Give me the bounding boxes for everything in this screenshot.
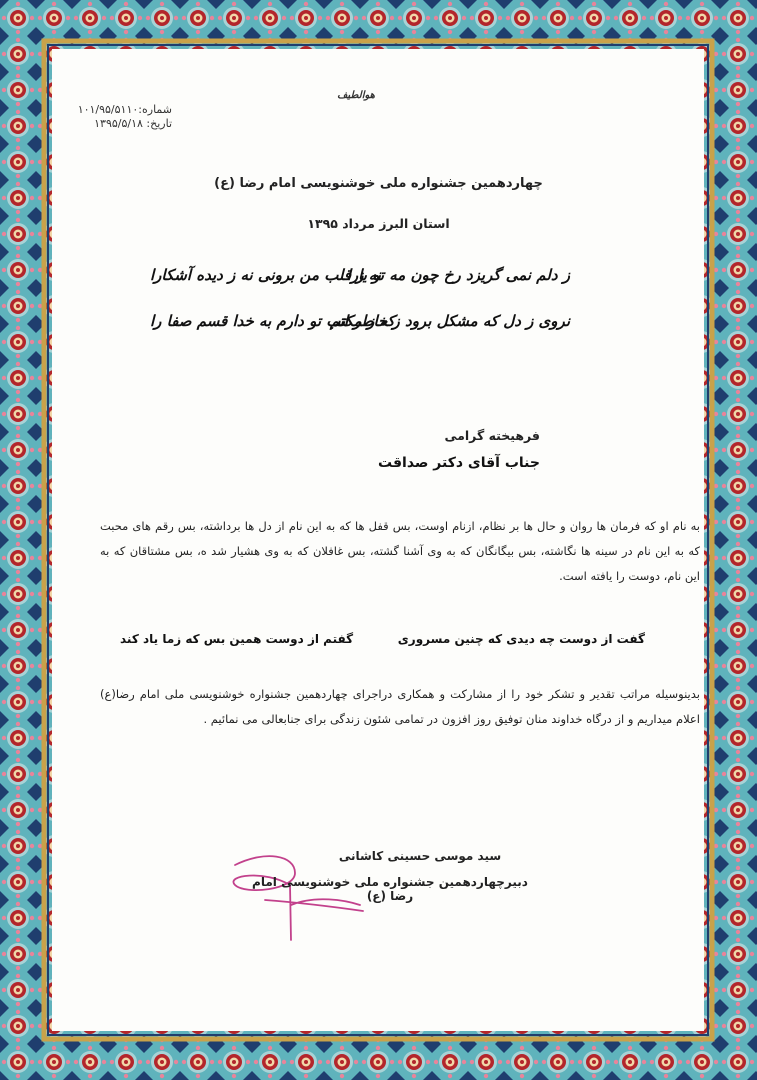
body-paragraph-1: به نام او که فرمان ها روان و حال ها بر نظام، ازنام اوست، بس قفل ها که به این نام از دل ها برداشته، بس رقم های محبت که به این نام در سینه ها نگاشته، بس بیگانگان که به وی آشنا گشته، بس غافلان که به وی هشیار شد ه، بس مشتاقان که به این نام، دوست را یافته است. bbox=[100, 519, 700, 583]
date-label: تاریخ: bbox=[146, 117, 172, 130]
poem1-line2-right: نروی ز دل که مشکل برود ز خاطر اتم bbox=[329, 312, 570, 330]
poem1-line1-right: ز دلم نمی گریزد رخ چون مه تو یارا bbox=[346, 266, 570, 284]
body-paragraph-2: بدینوسیله مراتب تقدیر و تشکر خود را از مشارکت و همکاری دراجرای چهاردهمین جشنواره خوشنویسی ملی امام رضا(ع) اعلام میداریم و از درگاه خداوند منان توفیق روز افزون در تمامی شئون زندگی برای جنابعالی می نمائیم . bbox=[100, 687, 700, 726]
poem1-line1-left: نه ز قلب من برونی نه ز دیده آشکارا bbox=[150, 266, 381, 284]
header-emblem bbox=[326, 80, 386, 108]
reference-block bbox=[62, 103, 172, 131]
date-value: ۱۳۹۵/۵/۱۸ bbox=[94, 117, 143, 130]
poem2-left: گفتم از دوست همین بس که زما یاد کند bbox=[120, 632, 354, 646]
signer-role: دبیرچهاردهمین جشنواره ملی خوشنویسی امام رضا (ع) bbox=[252, 875, 528, 903]
document-title: چهاردهمین جشنواره ملی خوشنویسی امام رضا (ع) bbox=[214, 176, 543, 191]
greeting-title: فرهیخته گرامی bbox=[444, 428, 540, 443]
document-subtitle: استان البرز مرداد ۱۳۹۵ bbox=[307, 216, 450, 231]
poem2-right: گفت از دوست چه دیدی که چنین مسروری bbox=[397, 632, 645, 646]
poem-block-1 bbox=[150, 266, 570, 346]
poem1-line2-left: که ز مکتب تو دارم به خدا قسم صفا را bbox=[150, 312, 395, 330]
poem-block-2 bbox=[100, 632, 680, 658]
header-emblem-text: هوالطیف bbox=[337, 90, 375, 101]
signer-name: سید موسی حسینی کاشانی bbox=[338, 849, 502, 863]
reference-date bbox=[62, 117, 172, 131]
number-value: ۱۰۱/۹۵/۵۱۱۰ bbox=[77, 103, 139, 116]
recipient-name: جناب آقای دکتر صداقت bbox=[378, 455, 540, 471]
reference-number bbox=[62, 103, 172, 117]
number-label: شماره: bbox=[138, 103, 172, 116]
